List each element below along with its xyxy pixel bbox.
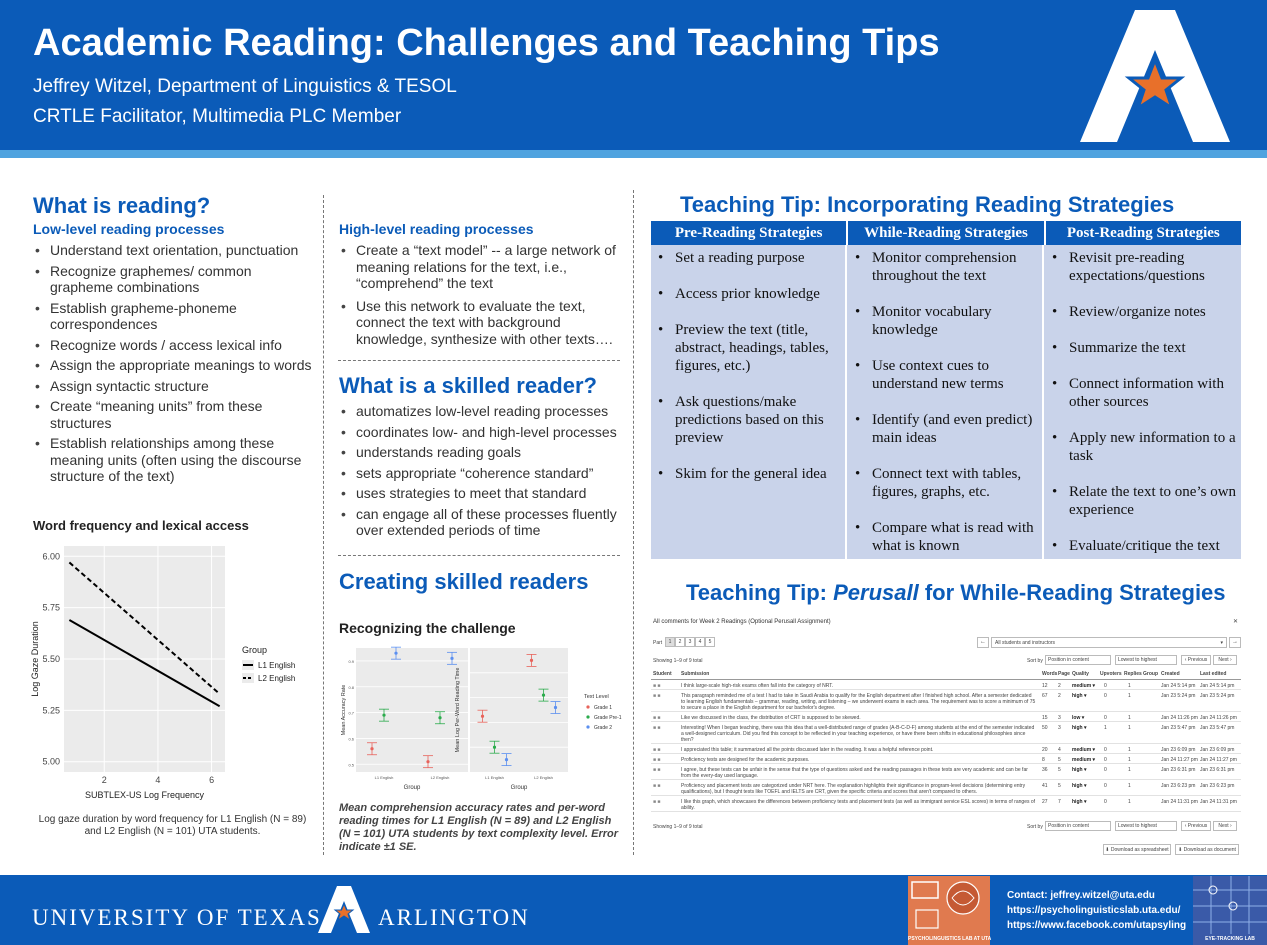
row-submission: Proficiency tests are designed for the academic purposes. bbox=[681, 757, 810, 763]
col-submission: Submission bbox=[681, 671, 710, 677]
y-axis-label: Mean Log Per-Word Reading Time bbox=[455, 667, 461, 753]
perusall-panel-title: All comments for Week 2 Readings (Optional Perusall Assignment) bbox=[653, 619, 831, 625]
x-tick-label: L2 English bbox=[534, 775, 553, 780]
list-item: • Preview the text (title, abstract, headings, tables, figures, etc.) bbox=[657, 321, 843, 375]
row-words: 20 bbox=[1042, 747, 1048, 753]
next-button[interactable]: Next › bbox=[1213, 655, 1237, 665]
row-submission: I appreciated this table; it summarized all the points discussed later in the reading. It was a helpful reference point. bbox=[681, 747, 934, 753]
comment-row[interactable] bbox=[651, 766, 1241, 780]
row-last-edited: Jan 24 11:31 pm bbox=[1200, 799, 1237, 805]
data-point bbox=[542, 694, 545, 697]
y-tick-label: 5.25 bbox=[42, 705, 60, 716]
row-quality[interactable]: high ▾ bbox=[1072, 783, 1087, 789]
row-page: 3 bbox=[1058, 715, 1061, 721]
strategies-table bbox=[651, 221, 1241, 559]
student-avatar: ■ ■ bbox=[653, 683, 661, 689]
comment-row[interactable] bbox=[651, 798, 1241, 812]
tip2-heading-em: Perusall bbox=[833, 580, 919, 605]
list-item: • Create a “text model” -- a large network of meaning relations for the text, i.e., “comprehend” the text bbox=[339, 242, 624, 292]
y-tick-label: 6.00 bbox=[42, 551, 60, 562]
high-level-heading: High-level reading processes bbox=[339, 221, 534, 237]
creating-readers-heading: Creating skilled readers bbox=[339, 569, 589, 594]
student-avatar: ■ ■ bbox=[653, 715, 661, 721]
while-reading-column bbox=[848, 245, 1044, 559]
column-divider-2 bbox=[633, 190, 634, 855]
sort-label: Sort by bbox=[1027, 824, 1043, 830]
list-item: • Establish relationships among these meaning units (often using the discourse structure of the text) bbox=[33, 435, 318, 485]
row-replies: 1 bbox=[1128, 757, 1131, 763]
col-replies: Replies bbox=[1124, 671, 1142, 677]
previous-button[interactable]: ‹ Previous bbox=[1181, 655, 1211, 665]
x-axis-label: Group bbox=[403, 785, 421, 791]
student-avatar: ■ ■ bbox=[653, 725, 661, 731]
row-replies: 1 bbox=[1128, 715, 1131, 721]
row-replies: 1 bbox=[1128, 693, 1131, 699]
list-item: • Connect text with tables, figures, graphs, etc. bbox=[854, 465, 1040, 501]
skilled-reader-heading: What is a skilled reader? bbox=[339, 373, 597, 398]
row-submission: I agree, but these tests can be unfair in the sense that the type of questions asked and the reading passages in these tests are very academic and can be far from the every-day used language. bbox=[681, 767, 1028, 779]
col-group: Group bbox=[1143, 671, 1158, 677]
legend-key bbox=[586, 705, 589, 708]
row-replies: 1 bbox=[1128, 799, 1131, 805]
data-point bbox=[438, 716, 441, 719]
list-item: • Assign the appropriate meanings to words bbox=[33, 357, 318, 374]
showing-count-bottom: Showing 1–9 of 9 total bbox=[653, 824, 703, 830]
row-created: Jan 23 6:09 pm bbox=[1161, 747, 1196, 753]
col-upvoters: Upvoters bbox=[1100, 671, 1122, 677]
row-submission: I think large-scale high-risk exams often fall into the category of NRT. bbox=[681, 683, 834, 689]
col-student: Student bbox=[653, 671, 672, 677]
download-document-label: Download as document bbox=[1183, 847, 1236, 853]
data-point bbox=[505, 758, 508, 761]
list-item: • uses strategies to meet that standard bbox=[339, 485, 624, 502]
lab1-label: PSYCHOLINGUISTICS LAB AT UTA bbox=[908, 936, 992, 942]
y-tick-label: 0.6 bbox=[348, 736, 354, 742]
row-upvoters: 0 bbox=[1104, 693, 1107, 699]
author-line: Jeffrey Witzel, Department of Linguistics & TESOL bbox=[33, 76, 457, 97]
x-axis-label: Group bbox=[510, 785, 528, 791]
list-item: • Use context cues to understand new terms bbox=[854, 357, 1040, 393]
col-page: Page bbox=[1058, 671, 1070, 677]
high-level-list bbox=[339, 242, 624, 347]
previous-button-bottom[interactable]: ‹ Previous bbox=[1181, 821, 1211, 831]
low-level-heading: Low-level reading processes bbox=[33, 221, 225, 237]
col-last-edited: Last edited bbox=[1200, 671, 1227, 677]
list-item: • can engage all of these processes fluently over extended periods of time bbox=[339, 506, 624, 539]
back-arrow-icon[interactable]: ← bbox=[977, 637, 989, 648]
row-last-edited: Jan 23 6:23 pm bbox=[1200, 783, 1235, 789]
row-submission: Like we discussed in the class, the distribution of CRT is supposed to be skewed. bbox=[681, 715, 861, 721]
reading-time-chart bbox=[452, 640, 630, 795]
row-page: 5 bbox=[1058, 757, 1061, 763]
list-item: • Assign syntactic structure bbox=[33, 378, 318, 395]
sort-select[interactable] bbox=[1045, 655, 1111, 665]
legend-label: Grade 1 bbox=[594, 705, 613, 711]
part-tab[interactable]: 5 bbox=[705, 637, 715, 647]
word-frequency-heading: Word frequency and lexical access bbox=[33, 518, 249, 533]
student-avatar: ■ ■ bbox=[653, 747, 661, 753]
row-words: 12 bbox=[1042, 683, 1048, 689]
part-tab[interactable]: 2 bbox=[675, 637, 685, 647]
tip1-heading: Teaching Tip: Incorporating Reading Strategies bbox=[680, 192, 1175, 217]
legend-label: L1 English bbox=[258, 661, 296, 670]
row-created: Jan 23 6:23 pm bbox=[1161, 783, 1196, 789]
row-last-edited: Jan 23 5:24 pm bbox=[1200, 693, 1235, 699]
list-item: • Compare what is read with what is known bbox=[854, 519, 1040, 555]
col-words: Words bbox=[1042, 671, 1058, 677]
download-document-button[interactable] bbox=[1175, 844, 1239, 855]
sort-value: Position in content bbox=[1048, 657, 1089, 663]
comment-row[interactable] bbox=[651, 714, 1241, 722]
next-button-bottom[interactable]: Next › bbox=[1213, 821, 1237, 831]
row-upvoters: 0 bbox=[1104, 715, 1107, 721]
pre-reading-header: Pre-Reading Strategies bbox=[651, 221, 848, 245]
legend-key bbox=[586, 725, 589, 728]
row-upvoters: 0 bbox=[1104, 757, 1107, 763]
footer-arlington: ARLINGTON bbox=[378, 905, 530, 930]
row-submission: This paragraph reminded me of a test I had to take in Saudi Arabia to qualify for the English department after I finished high school. After a semester dedicated to learning English fundamentals – grammar, reading, writing, and listening – we underwent exams in each area. The requirement was to score a minimum of 75 to secure a place in the English department for our bachelor's degree. bbox=[681, 693, 1036, 711]
x-tick-label: 4 bbox=[155, 775, 161, 785]
row-created: Jan 24 5:14 pm bbox=[1161, 683, 1196, 689]
order-value: Lowest to highest bbox=[1118, 657, 1157, 663]
part-tab[interactable]: 4 bbox=[695, 637, 705, 647]
row-replies: 1 bbox=[1128, 747, 1131, 753]
row-created: Jan 24 11:27 pm bbox=[1161, 757, 1198, 763]
row-page: 2 bbox=[1058, 683, 1061, 689]
uta-a-logo-icon bbox=[1080, 8, 1230, 144]
lab2-label: EYE-TRACKING LAB bbox=[1205, 936, 1255, 942]
recognizing-challenge-heading: Recognizing the challenge bbox=[339, 620, 516, 636]
row-upvoters: 0 bbox=[1104, 747, 1107, 753]
poster-title: Academic Reading: Challenges and Teaching Tips bbox=[33, 22, 940, 64]
row-replies: 1 bbox=[1128, 725, 1131, 731]
row-words: 15 bbox=[1042, 715, 1048, 721]
row-page: 4 bbox=[1058, 747, 1061, 753]
row-created: Jan 23 5:24 pm bbox=[1161, 693, 1196, 699]
row-words: 36 bbox=[1042, 767, 1048, 773]
row-upvoters: 0 bbox=[1104, 783, 1107, 789]
row-upvoters: 0 bbox=[1104, 683, 1107, 689]
list-item: • Set a reading purpose bbox=[657, 249, 843, 267]
skilled-reader-list bbox=[339, 403, 624, 539]
row-quality[interactable]: high ▾ bbox=[1072, 693, 1087, 699]
what-is-reading-heading: What is reading? bbox=[33, 193, 211, 218]
list-item: • Establish grapheme-phoneme correspondences bbox=[33, 300, 318, 333]
word-frequency-caption: Log gaze duration by word frequency for L1 English (N = 89) and L2 English (N = 101) UTA students. bbox=[38, 814, 307, 837]
legend-title: Text Level bbox=[584, 694, 609, 700]
list-item: • Understand text orientation, punctuation bbox=[33, 242, 318, 259]
y-axis-label: Log Gaze Duration bbox=[30, 621, 40, 697]
row-words: 27 bbox=[1042, 799, 1048, 805]
list-item: • Use this network to evaluate the text, connect the text with background knowledge, synthesize with other texts…. bbox=[339, 298, 624, 348]
list-item: • Apply new information to a task bbox=[1051, 429, 1239, 465]
y-tick-label: 5.00 bbox=[42, 756, 60, 767]
list-item: • Recognize graphemes/ common grapheme combinations bbox=[33, 263, 318, 296]
row-page: 7 bbox=[1058, 799, 1061, 805]
data-point bbox=[426, 760, 429, 763]
footer-uta-logo-icon bbox=[318, 885, 370, 935]
row-page: 2 bbox=[1058, 693, 1061, 699]
list-item: • Evaluate/critique the text bbox=[1051, 537, 1239, 555]
column-divider-1 bbox=[323, 195, 324, 855]
y-tick-label: 5.50 bbox=[42, 654, 60, 664]
row-page: 5 bbox=[1058, 767, 1061, 773]
row-last-edited: Jan 24 11:26 pm bbox=[1200, 715, 1237, 721]
col-quality: Quality bbox=[1072, 671, 1089, 677]
row-created: Jan 23 6:31 pm bbox=[1161, 767, 1196, 773]
part-tab[interactable]: 3 bbox=[685, 637, 695, 647]
row-created: Jan 24 11:31 pm bbox=[1161, 799, 1198, 805]
comments-header-row bbox=[651, 671, 1241, 680]
list-item: • Monitor comprehension throughout the text bbox=[854, 249, 1040, 285]
x-tick-label: L2 English bbox=[430, 775, 450, 780]
chevron-down-icon: ▾ bbox=[1220, 640, 1223, 646]
student-avatar: ■ ■ bbox=[653, 693, 661, 699]
list-item: • sets appropriate “coherence standard” bbox=[339, 465, 624, 482]
eye-tracking-grid-icon bbox=[1193, 876, 1267, 934]
row-replies: 1 bbox=[1128, 783, 1131, 789]
y-tick-label: 0.5 bbox=[348, 762, 354, 768]
row-submission: Proficiency and placement tests are categorized under NRT here. The explanation highlights their significance in program-level decisions (determining entry qualifications), but I thought tests like TOEFL and IELTS are CRT, given the specific criteria and scores that aren't compared to others. bbox=[681, 783, 1026, 795]
row-words: 50 bbox=[1042, 725, 1048, 731]
comment-row[interactable] bbox=[651, 782, 1241, 796]
tip2-heading-post: for While-Reading Strategies bbox=[918, 580, 1226, 605]
comment-row[interactable] bbox=[651, 682, 1241, 690]
filter-value: All students and instructors bbox=[995, 640, 1056, 646]
x-tick-label: L1 English bbox=[485, 775, 504, 780]
row-quality[interactable]: medium ▾ bbox=[1072, 683, 1096, 689]
sort-label: Sort by bbox=[1027, 658, 1043, 664]
x-tick-label: L1 English bbox=[374, 775, 394, 780]
row-quality[interactable]: high ▾ bbox=[1072, 725, 1087, 731]
row-quality[interactable]: medium ▾ bbox=[1072, 757, 1096, 763]
row-submission: Interesting! When I began teaching, there was this idea that a well-distributed range of grades (A-B-C-D-F) among students at the end of the semester indicated a well-designed curriculum. Did you find this concept to be reflected in your teaching experience, or have there been shifts in educational philosophies since then? bbox=[681, 725, 1035, 743]
student-avatar: ■ ■ bbox=[653, 757, 661, 763]
student-avatar: ■ ■ bbox=[653, 783, 661, 789]
list-item: • Summarize the text bbox=[1051, 339, 1239, 357]
row-words: 67 bbox=[1042, 693, 1048, 699]
part-tab[interactable]: 1 bbox=[665, 637, 675, 647]
contact-email[interactable]: Contact: jeffrey.witzel@uta.edu bbox=[1007, 890, 1155, 901]
row-quality[interactable]: medium ▾ bbox=[1072, 747, 1096, 753]
low-level-list bbox=[33, 242, 318, 485]
download-icon: ⬇ bbox=[1105, 847, 1111, 853]
row-last-edited: Jan 23 6:09 pm bbox=[1200, 747, 1235, 753]
x-axis-label: SUBTLEX-US Log Frequency bbox=[84, 790, 205, 800]
header-stripe bbox=[0, 150, 1267, 158]
post-reading-header: Post-Reading Strategies bbox=[1046, 221, 1241, 245]
row-created: Jan 24 11:26 pm bbox=[1161, 715, 1198, 721]
y-tick-label: 0.9 bbox=[348, 658, 354, 664]
list-item: • Skim for the general idea bbox=[657, 465, 843, 483]
list-item: • Recognize words / access lexical info bbox=[33, 337, 318, 354]
brain-icon bbox=[908, 876, 990, 934]
sort-value: Position in content bbox=[1048, 823, 1089, 829]
comment-row[interactable] bbox=[651, 724, 1241, 744]
challenge-caption: Mean comprehension accuracy rates and per-word reading times for L1 English (N = 89) and L2 English (N = 101) UTA students by text complexity level. Error indicate ±1 SE. bbox=[339, 802, 619, 853]
list-item: • Access prior knowledge bbox=[657, 285, 843, 303]
tip2-heading-pre: Teaching Tip: bbox=[686, 580, 834, 605]
download-icon: ⬇ bbox=[1178, 847, 1184, 853]
close-icon[interactable]: ✕ bbox=[1233, 619, 1239, 625]
y-tick-label: 5.75 bbox=[42, 602, 60, 613]
list-item: • Identify (and even predict) main ideas bbox=[854, 411, 1040, 447]
psycholinguistics-lab-logo bbox=[908, 876, 990, 945]
legend-title: Group bbox=[242, 645, 268, 655]
data-point bbox=[481, 715, 484, 718]
data-point bbox=[394, 652, 397, 655]
list-item: • Create “meaning units” from these structures bbox=[33, 398, 318, 431]
row-replies: 1 bbox=[1128, 767, 1131, 773]
row-created: Jan 23 5:47 pm bbox=[1161, 725, 1196, 731]
row-last-edited: Jan 23 5:47 pm bbox=[1200, 725, 1235, 731]
legend-label: Grade Pre-1 bbox=[594, 715, 622, 721]
word-frequency-chart bbox=[28, 538, 318, 810]
list-item: • automatizes low-level reading processes bbox=[339, 403, 624, 420]
list-item: • Ask questions/make predictions based on this preview bbox=[657, 393, 843, 447]
student-filter-select[interactable] bbox=[991, 637, 1227, 648]
data-point bbox=[530, 659, 533, 662]
post-reading-column bbox=[1045, 245, 1241, 559]
showing-count-top: Showing 1–9 of 9 total bbox=[653, 658, 703, 664]
comment-row[interactable] bbox=[651, 746, 1241, 754]
x-tick-label: 2 bbox=[101, 775, 107, 785]
row-last-edited: Jan 24 11:27 pm bbox=[1200, 757, 1237, 763]
comment-row[interactable] bbox=[651, 756, 1241, 764]
col-created: Created bbox=[1161, 671, 1180, 677]
part-label: Part bbox=[653, 640, 663, 646]
list-item: • Revisit pre-reading expectations/questions bbox=[1051, 249, 1239, 285]
order-select-bottom[interactable] bbox=[1115, 821, 1177, 831]
row-words: 8 bbox=[1042, 757, 1045, 763]
data-point bbox=[554, 706, 557, 709]
row-upvoters: 0 bbox=[1104, 799, 1107, 805]
download-spreadsheet-label: Download as spreadsheet bbox=[1110, 847, 1169, 853]
download-spreadsheet-button[interactable] bbox=[1103, 844, 1171, 855]
y-tick-label: 0.7 bbox=[348, 710, 354, 716]
row-quality[interactable]: high ▾ bbox=[1072, 799, 1087, 805]
pre-reading-column bbox=[651, 245, 847, 559]
lab-website-link[interactable]: https://psycholinguisticslab.uta.edu/ bbox=[1007, 905, 1181, 916]
comment-row[interactable] bbox=[651, 692, 1241, 712]
row-replies: 1 bbox=[1128, 683, 1131, 689]
list-item: • Monitor vocabulary knowledge bbox=[854, 303, 1040, 339]
list-item: • understands reading goals bbox=[339, 444, 624, 461]
y-axis-label: Mean Accuracy Rate bbox=[341, 684, 347, 736]
list-item: • coordinates low- and high-level processes bbox=[339, 424, 624, 441]
data-point bbox=[382, 714, 385, 717]
row-upvoters: 0 bbox=[1104, 767, 1107, 773]
row-submission: I like this graph, which showcases the differences between proficiency tests and placement tests (as well as immigrant service ESL scores) in terms of ranges of ability. bbox=[681, 799, 1036, 811]
sort-select-bottom[interactable] bbox=[1045, 821, 1111, 831]
strategies-header-row bbox=[651, 221, 1241, 245]
student-avatar: ■ ■ bbox=[653, 799, 661, 805]
order-select[interactable] bbox=[1115, 655, 1177, 665]
row-quality[interactable]: high ▾ bbox=[1072, 767, 1087, 773]
row-last-edited: Jan 24 5:14 pm bbox=[1200, 683, 1235, 689]
part-tabs bbox=[665, 637, 715, 647]
y-tick-label: 0.8 bbox=[348, 684, 354, 690]
data-point bbox=[493, 746, 496, 749]
list-item: • Relate the text to one’s own experience bbox=[1051, 483, 1239, 519]
tip2-heading bbox=[686, 580, 1226, 606]
role-line: CRTLE Facilitator, Multimedia PLC Member bbox=[33, 106, 402, 127]
legend-key bbox=[586, 715, 589, 718]
row-words: 41 bbox=[1042, 783, 1048, 789]
section-divider bbox=[338, 360, 620, 361]
student-avatar: ■ ■ bbox=[653, 767, 661, 773]
legend-label: Grade 2 bbox=[594, 725, 613, 731]
row-last-edited: Jan 23 6:31 pm bbox=[1200, 767, 1235, 773]
forward-arrow-icon[interactable]: → bbox=[1229, 637, 1241, 648]
facebook-link[interactable]: https://www.facebook.com/utapsyling bbox=[1007, 920, 1187, 931]
perusall-panel bbox=[651, 614, 1241, 858]
row-page: 3 bbox=[1058, 725, 1061, 731]
section-divider bbox=[338, 555, 620, 556]
legend-label: L2 English bbox=[258, 674, 296, 683]
x-tick-label: 6 bbox=[209, 775, 215, 785]
row-page: 5 bbox=[1058, 783, 1061, 789]
order-value: Lowest to highest bbox=[1118, 823, 1157, 829]
list-item: • Connect information with other sources bbox=[1051, 375, 1239, 411]
while-reading-header: While-Reading Strategies bbox=[848, 221, 1045, 245]
eye-tracking-lab-logo bbox=[1193, 876, 1267, 945]
row-upvoters: 1 bbox=[1104, 725, 1107, 731]
list-item: • Review/organize notes bbox=[1051, 303, 1239, 321]
footer-university: UNIVERSITY OF TEXAS bbox=[32, 905, 322, 930]
row-quality[interactable]: low ▾ bbox=[1072, 715, 1085, 721]
data-point bbox=[370, 747, 373, 750]
